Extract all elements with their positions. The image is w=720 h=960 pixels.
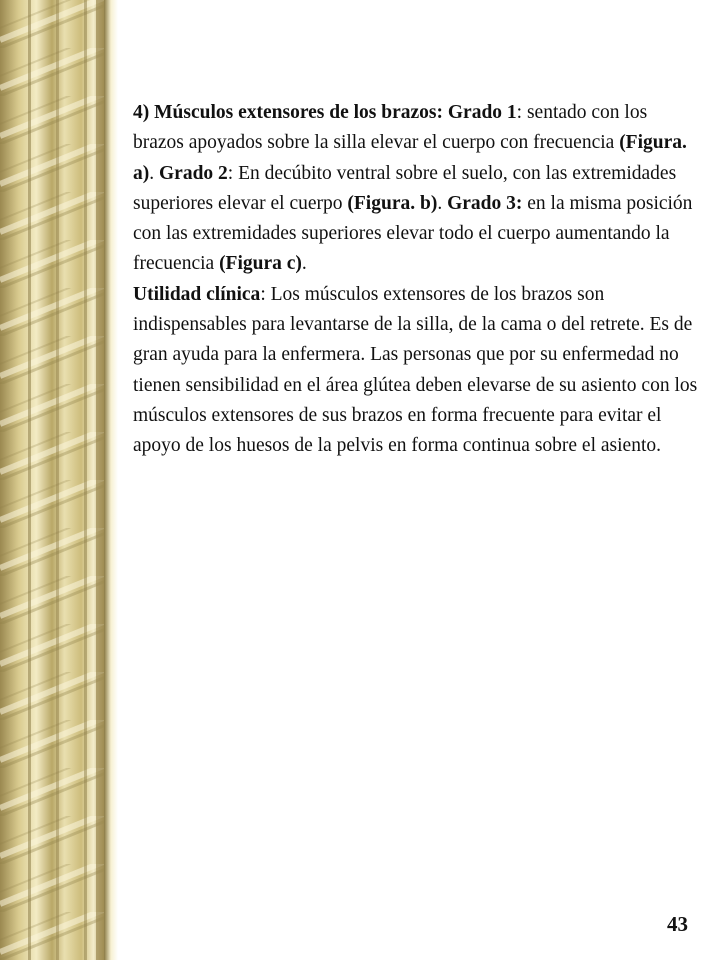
heading-grado-3: Grado 3: xyxy=(447,192,523,214)
figure-ref-c: (Figura c) xyxy=(219,253,302,275)
heading-grado-2: Grado 2 xyxy=(159,162,228,184)
heading-grado-1: 4) Músculos extensores de los brazos: Grado 1 xyxy=(133,102,517,123)
page-number: 43 xyxy=(667,912,688,936)
decorative-gold-border xyxy=(0,0,118,960)
figure-ref-a: (Figura. a) xyxy=(133,132,687,184)
figure-ref-b: (Figura. b) xyxy=(347,192,438,214)
paragraph-utilidad: Utilidad clínica: Los músculos extensores de los brazos son indispensables para levantarse de la silla, de la cama o del retrete. Es de gran ayuda para la enfermera. Las personas que por su enfermedad no tienen sensibilidad en el área glútea deben elevarse de su asiento con los músculos extensores de sus brazos en forma frecuente para evitar el apoyo de los huesos de la pelvis en forma continua sobre el asiento. xyxy=(133,283,698,457)
paragraph-grades: 4) Músculos extensores de los brazos: Grado 1: sentado con los brazos apoyados sobre la silla elevar el cuerpo con frecuencia (Figura. a). Grado 2: En decúbito ventral sobre el suelo, con las extremidades superiores elevar el cuerpo (Figura. b). Grado 3: en la misma posición con las extremidades superiores elevar todo el cuerpo aumentando la frecuencia (Figura c). xyxy=(133,102,693,275)
heading-utilidad-clinica: Utilidad clínica xyxy=(133,283,261,305)
body-text xyxy=(133,98,701,462)
